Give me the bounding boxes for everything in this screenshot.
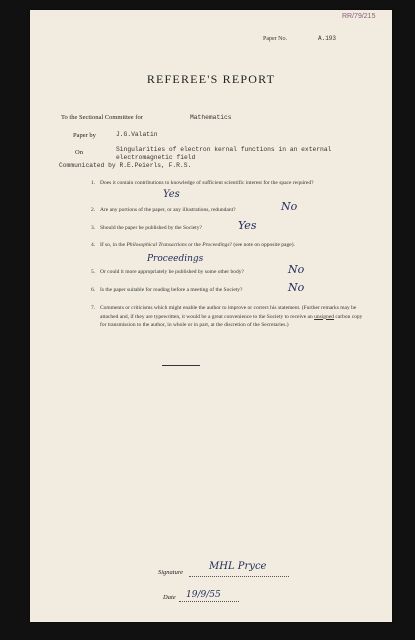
archive-reference: RR/79/215 — [342, 13, 376, 20]
question-4 — [91, 241, 367, 259]
committee-value: Mathematics — [190, 114, 232, 121]
question-number: 2. — [91, 207, 96, 213]
answer-6: No — [288, 281, 305, 294]
question-text: Is the paper suitable for reading before a meeting of the Society? — [100, 287, 243, 293]
date-line — [179, 601, 239, 602]
referee-report-page — [30, 10, 392, 622]
question-1 — [91, 179, 367, 197]
question-number: 6. — [91, 287, 96, 293]
answer-3: Yes — [238, 219, 257, 232]
signature-label: Signature — [158, 569, 184, 576]
question-number: 4. — [91, 242, 96, 248]
question-number: 3. — [91, 225, 96, 231]
paper-no-label: Paper No. — [263, 36, 287, 42]
date-label: Date — [163, 594, 176, 601]
paper-by-label: Paper by — [73, 132, 96, 139]
answer-2: No — [281, 200, 298, 213]
paper-by-value: J.G.Valatin — [116, 131, 158, 138]
question-number: 5. — [91, 269, 96, 275]
answer-4: Proceedings — [147, 254, 204, 264]
communicated-by: Communicated by R.E.Peierls, F.R.S. — [59, 162, 192, 169]
question-text: Are any portions of the paper, or any illustrations, redundant? — [100, 207, 236, 213]
on-value-line1: Singularities of electron kernal functions in an external — [116, 146, 332, 153]
answer-1: Yes — [163, 189, 180, 200]
paper-no-value: A.193 — [318, 35, 337, 42]
question-7 — [91, 304, 367, 356]
on-label: On — [75, 149, 83, 156]
question-text: Comments or criticisms which might enable the author to improve or correct his statement. (Further remarks may be attached and, if they are typewritten, it would be a great convenience to the Society to receive an unsigned carbon copy for transmission to the author, in whole or in part, at the discretion of the Secretaries.) — [100, 305, 363, 329]
committee-label: To the Sectional Committee for — [61, 114, 143, 121]
date-value: 19/9/55 — [186, 590, 221, 600]
question-number: 1. — [91, 180, 96, 186]
signature-line — [189, 576, 289, 577]
question-text: Or could it more appropriately be published by some other body? — [100, 269, 244, 275]
divider-line — [162, 365, 200, 366]
question-text: Does it contain contributions to knowledge of sufficient scientific interest for the space required? — [100, 180, 314, 186]
answer-5: No — [288, 263, 305, 276]
question-text: If so, in the Philosophical Transactions or the Proceedings? (see note on opposite page). — [100, 242, 295, 248]
page-title: REFEREE'S REPORT — [146, 72, 276, 86]
signature-value: MHL Pryce — [209, 561, 267, 572]
question-text: Should the paper be published by the Society? — [100, 225, 202, 231]
on-value-line2: electromagnetic field — [116, 154, 196, 161]
question-number: 7. — [91, 305, 96, 311]
